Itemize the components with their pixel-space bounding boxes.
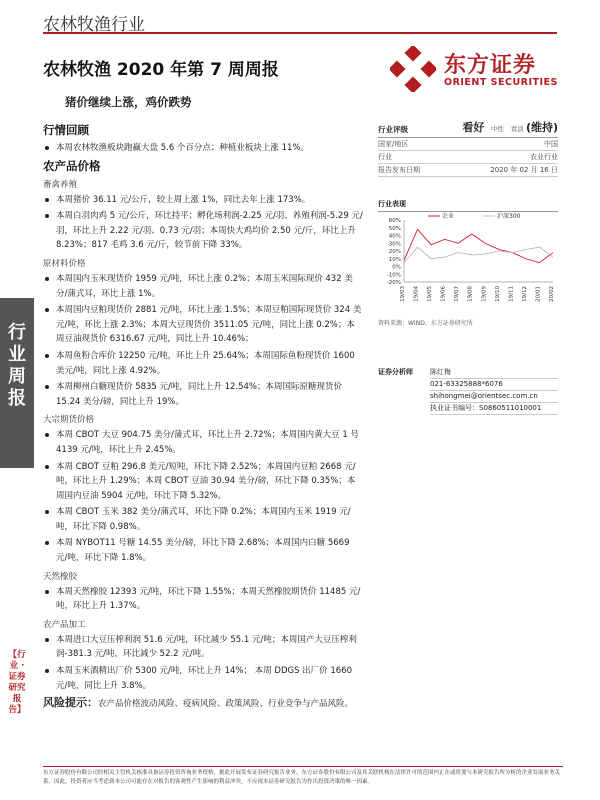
rating-main: (维持): [525, 121, 558, 134]
info-value: 农业行业: [530, 153, 558, 161]
y-tick-label: 20%: [388, 249, 401, 255]
rating-row: [378, 118, 558, 138]
info-key: 行业: [378, 153, 392, 161]
info-key: 报告发布日期: [378, 166, 420, 174]
chart-title: 行业表现: [378, 199, 558, 212]
info-value: 中国: [544, 140, 558, 148]
info-key: 国家/地区: [378, 140, 409, 148]
bullet-item: 本周国内豆粕现货价 2881 元/吨，环比上涨 1.5%；本周豆粕国际现货价 324 美元/吨，环比上涨 2.3%；本周大豆现货价 3511.05 元/吨，同比上涨 0.2%；本周豆油现货价 6316.67 元/吨，同比上升 10.46%；: [43, 303, 363, 347]
rating-label: 行业评级: [378, 125, 408, 134]
rating-values: [462, 119, 558, 135]
bullet-item: 本周国内玉米现货价 1959 元/吨，环比上涨 0.2%；本周玉米国际现价 432 美分/蒲式耳，环比上涨 1%。: [43, 272, 363, 301]
x-tick-label: 19/09: [481, 286, 488, 302]
sector-label: 农林牧渔行业: [43, 15, 145, 35]
industry-chart: [378, 199, 558, 327]
bullet-item: 本周天然橡胶 12393 元/吨，环比下降 1.55%；本周天然橡胶期货价 11485 元/吨，环比上升 1.37%。: [43, 585, 363, 614]
report-title: 农林牧渔 2020 年第 7 周周报: [43, 60, 279, 80]
bullet-item: 本周玉米酒精出厂价 5300 元/吨，环比上升 14%； 本周 DDGS 出厂价 1660 元/吨，同比上升 3.8%。: [43, 664, 363, 693]
x-tick-label: 20/01: [535, 286, 542, 302]
legend-label: 农业: [442, 213, 455, 220]
x-tick-label: 19/03: [400, 286, 406, 302]
subsection-heading: 原材料价格: [43, 258, 86, 269]
logo-mark-icon: [390, 46, 436, 92]
report-subtitle: 猪价继续上涨，鸡价跌势: [65, 95, 192, 109]
rating-good: 看好: [462, 121, 485, 134]
info-row: [378, 138, 558, 151]
subsection-heading: 畜禽养殖: [43, 179, 78, 190]
x-tick-label: 19/04: [413, 286, 420, 302]
analyst-line: shihongmei@orientsec.com.cn: [430, 391, 558, 403]
x-tick-label: 19/11: [508, 286, 515, 302]
side-main-text: 行业周报: [8, 322, 26, 409]
bullet-item: 本周鱼粉合库价 12250 元/吨，环比上升 25.64%；本周国际鱼粉现货价 1600 美元/吨，同比上涨 4.92%。: [43, 349, 363, 378]
legend-label: 沪深300: [497, 213, 521, 220]
y-tick-label: -10%: [386, 272, 401, 279]
info-value: 2020 年 02 月 16 日: [490, 166, 558, 174]
y-tick-label: 30%: [388, 241, 401, 248]
x-tick-label: 19/06: [440, 286, 447, 302]
main-content: [43, 120, 363, 695]
disclaimer-footer: 东方证券股份有限公司经相关主管机关核准具备证券投资咨询业务资格，据此开展发布证券研究报告业务。东方证券股份有限公司及其关联机构在法律许可的范围内正在或将要与本研究报告所分析的企业发展业务关系。因此，投资者应当考虑到本公司可能存在对报告的客观性产生影响的利益冲突，不应视本证券研究报告为作出投资决策的唯一因素。: [43, 766, 563, 787]
info-row: [378, 164, 558, 177]
bullet-item: 本周 CBOT 玉米 382 美分/蒲式耳，环比下降 0.2%；本周国内玉米 1919 元/吨，环比下降 0.98%。: [43, 505, 363, 534]
bullet-item: 本周白羽肉鸡 5 元/公斤，环比持平；孵化场利润-2.25 元/羽、养殖利润-5.29 元/羽，环比上升 2.22 元/羽、0.73 元/羽；本周快大鸡均价 2.50 元/斤，环比上升 8.23%；817 毛鸡 3.6 元/斤，较节前下降 33%。: [43, 209, 363, 253]
subsection-heading: 天然橡胶: [43, 571, 78, 582]
subsection-heading: 农产品加工: [43, 619, 86, 630]
risk-text: 农产品价格波动风险、疫病风险、政策风险、行业竞争与产品风险。: [98, 699, 354, 709]
bullet-item: 本周 CBOT 大豆 904.75 美分/蒲式耳，环比上升 2.72%；本周国内黄大豆 1 号 4139 元/吨，环比上升 2.45%。: [43, 428, 363, 457]
y-tick-label: -20%: [386, 280, 401, 286]
logo-text-en: ORIENT SECURITIES: [444, 77, 558, 88]
y-tick-label: 0%: [392, 264, 401, 271]
info-row: [378, 151, 558, 164]
x-tick-label: 19/10: [494, 286, 501, 302]
x-tick-label: 20/02: [549, 286, 555, 302]
logo-text-cn: 东方证券: [444, 53, 537, 78]
x-tick-label: 19/05: [427, 286, 434, 302]
y-tick-label: 50%: [388, 225, 401, 232]
y-tick-label: 40%: [388, 233, 401, 240]
info-table: [378, 138, 558, 177]
risk-warning: [43, 694, 563, 710]
x-tick-label: 19/07: [454, 286, 461, 302]
company-logo: [388, 44, 563, 94]
section-heading: 农产品价格: [43, 158, 101, 173]
section-heading: 行情回顾: [43, 123, 89, 137]
bullet-item: 本周柳州白糖现货价 5835 元/吨，同比上升 12.54%；本周国际原糖现货价 15.24 美分/磅，同比上升 19%。: [43, 380, 363, 409]
bullet-item: 本周猪价 36.11 元/公斤，较上周上涨 1%，同比去年上涨 173%。: [43, 193, 363, 208]
bullet-item: 本周 CBOT 豆粕 296.8 美元/短吨，环比下降 2.52%；本周国内豆粕 2668 元/吨，环比上升 1.29%；本周 CBOT 豆油 30.94 美分/磅，环比下降 0.35%；本周国内豆油 5904 元/吨，环比下降 5.32%。: [43, 460, 363, 504]
analyst-block: [378, 367, 558, 415]
series-line: [404, 229, 553, 262]
bullet-item: 本周农林牧渔板块跑赢大盘 5.6 个百分点；种植业板块上涨 11%。: [43, 141, 363, 156]
rating-neutral: 中性: [491, 125, 505, 133]
analyst-line: 021-63325888*6076: [430, 379, 558, 391]
report-header: [43, 10, 557, 34]
analyst-line: 陈红梅: [430, 367, 558, 379]
x-tick-label: 19/08: [467, 286, 474, 302]
chart-source: 资料来源：WIND、东方证券研究所: [378, 320, 473, 327]
subsection-heading: 大宗期货价格: [43, 415, 95, 426]
y-tick-label: 60%: [388, 218, 401, 224]
analyst-label: 证券分析师: [378, 368, 413, 376]
chart-svg: [378, 212, 558, 312]
bullet-item: 本周进口大豆压榨利润 51.6 元/吨，环比减少 55.1 元/吨；本周国产大豆压榨利润-381.3 元/吨，环比减少 52.2 元/吨。: [43, 633, 363, 662]
bullet-item: 本周 NYBOT11 号糖 14.55 美分/磅，环比下降 2.68%；本周国内白糖 5669 元/吨，环比下降 1.8%。: [43, 536, 363, 565]
sidebar-info: [378, 118, 558, 415]
x-tick-label: 19/12: [521, 286, 528, 302]
y-tick-label: 10%: [388, 256, 401, 263]
analyst-lines: [430, 367, 558, 415]
rating-watch: 看淡: [510, 125, 524, 133]
analyst-line: 执业证书编号：S0860511010001: [430, 403, 558, 415]
risk-label: 风险提示：: [43, 696, 98, 709]
side-small-text: 【行业 · 证券研究报告】: [8, 650, 26, 715]
